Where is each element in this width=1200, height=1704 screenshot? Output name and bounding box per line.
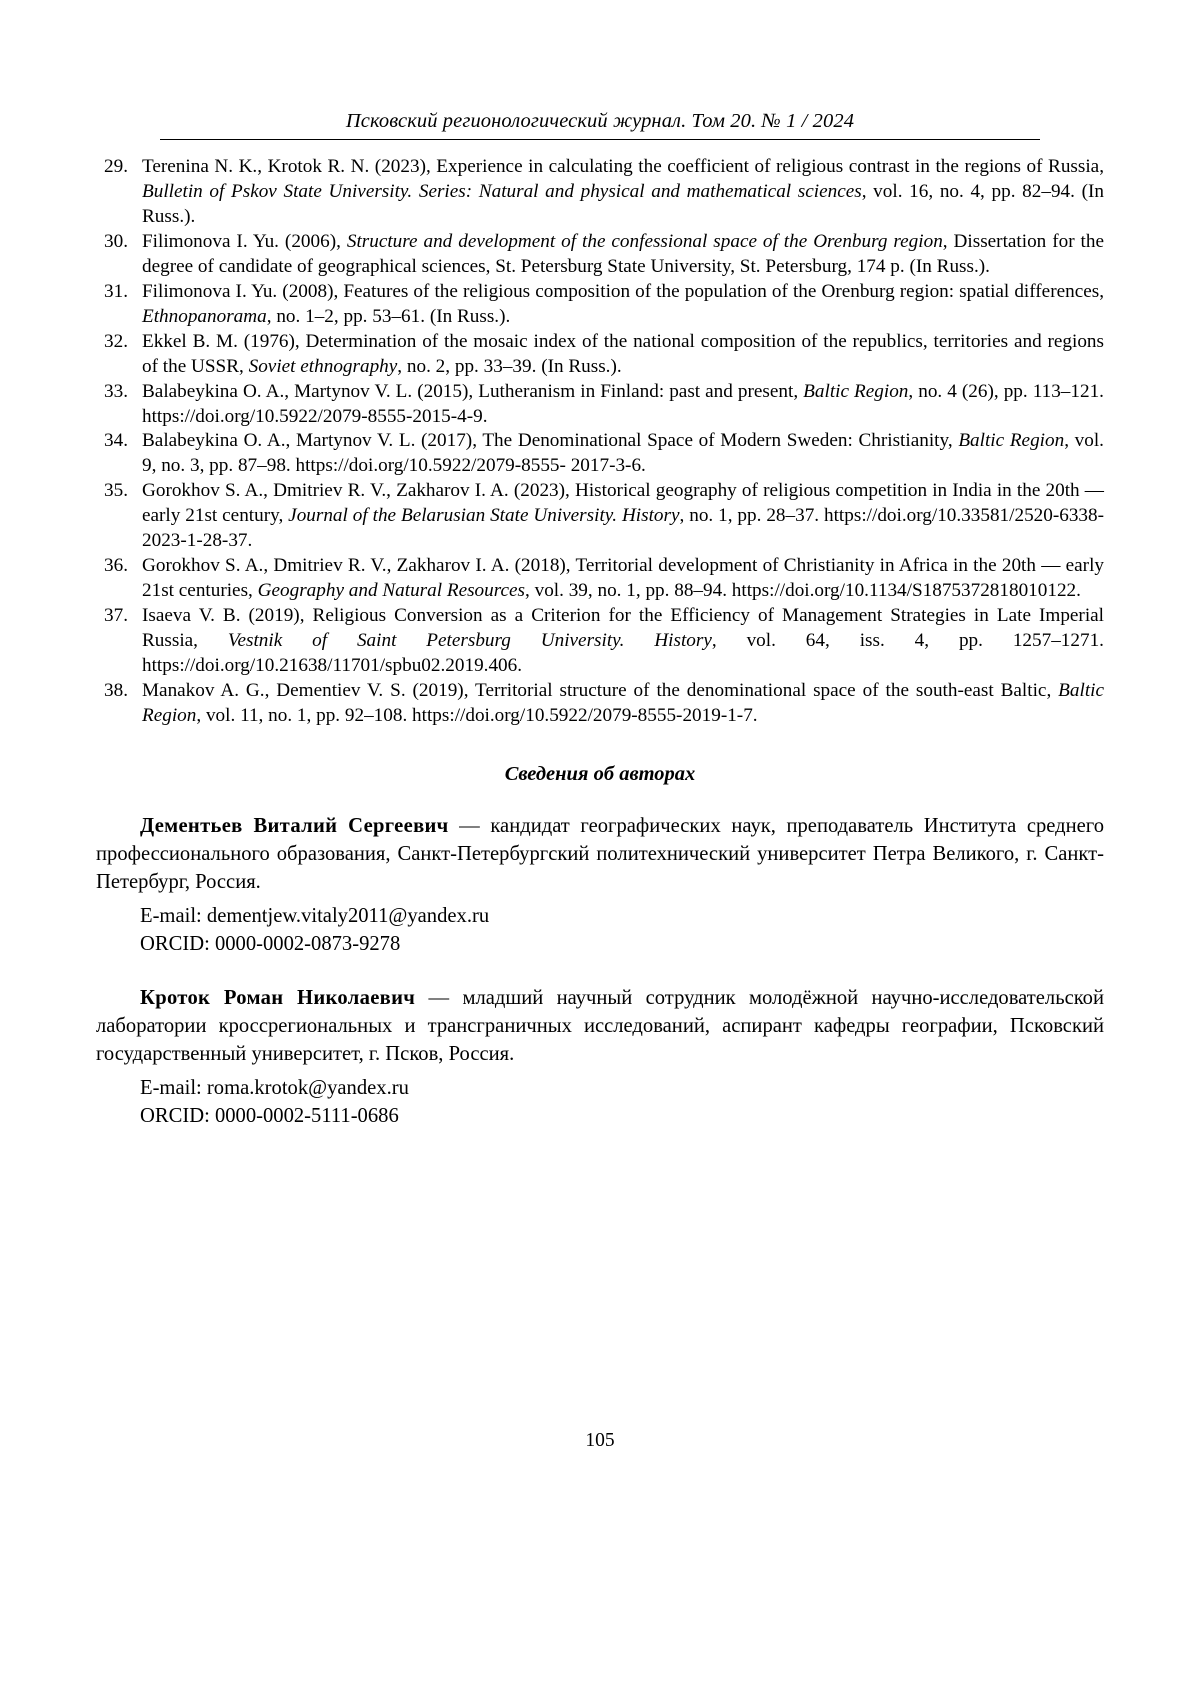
author-affiliation: — кандидат географических наук, преподаватель Института среднего профессионального образования, Санкт-Петербургский политехнический университет Петра Великого, г. Санкт-Петербург, Россия. xyxy=(96,814,1105,893)
reference-text: Balabeykina O. A., Martynov V. L. (2015), Lutheranism in Finland: past and present, Baltic Region, no. 4 (26), pp. 113–121. https://doi.org/10.5922/2079-8555-2015-4-9. xyxy=(142,380,1104,427)
reference-text: Manakov A. G., Dementiev V. S. (2019), Territorial structure of the denominational space of the south-east Baltic, Baltic Region, vol. 11, no. 1, pp. 92–108. https://doi.org/10.5922/2079-8555-2019-1-7. xyxy=(142,680,1104,726)
list-item xyxy=(96,330,1104,380)
reference-text: Balabeykina O. A., Martynov V. L. (2017), The Denominational Space of Modern Sweden: Christianity, Baltic Region, vol. 9, no. 3, pp. 87–98. https://doi.org/10.5922/2079-8555- 2017-3-6. xyxy=(142,430,1104,477)
author-email: E-mail: dementjew.vitaly2011@yandex.ru xyxy=(140,904,490,927)
authors-section-heading: Сведения об авторах xyxy=(504,762,696,785)
list-item xyxy=(96,554,1104,604)
author-name: Дементьев Виталий Сергеевич xyxy=(140,814,449,837)
list-item xyxy=(96,679,1104,729)
reference-text: Ekkel B. M. (1976), Determination of the mosaic index of the national composition of the republics, territories and regions of the USSR, Soviet ethnography, no. 2, pp. 33–39. (In Russ.). xyxy=(142,330,1104,377)
reference-text: Filimonova I. Yu. (2006), Structure and development of the confessional space of the Orenburg region, Dissertation for the degree of candidate of geographical sciences, St. Petersburg State University, St. Petersburg, 174 p. (In Russ.). xyxy=(142,230,1104,277)
author-orcid: ORCID: 0000-0002-5111-0686 xyxy=(140,1104,399,1127)
list-item xyxy=(96,479,1104,554)
reference-number: 30. xyxy=(104,230,128,252)
author-description xyxy=(96,812,1104,896)
reference-number: 35. xyxy=(104,480,128,502)
author-entry xyxy=(96,984,1104,1068)
reference-text: Terenina N. K., Krotok R. N. (2023), Experience in calculating the coefficient of religious contrast in the regions of Russia, Bulletin of Pskov State University. Series: Natural and physical and mathematical sciences, vol. 16, no. 4, pp. 82–94. (In Russ.). xyxy=(142,156,1104,227)
reference-number: 32. xyxy=(104,330,128,352)
author-orcid: ORCID: 0000-0002-0873-9278 xyxy=(140,932,401,955)
author-email: E-mail: roma.krotok@yandex.ru xyxy=(140,1076,409,1099)
reference-text: Gorokhov S. A., Dmitriev R. V., Zakharov I. A. (2023), Historical geography of religious competition in India in the 20th — early 21st century, Journal of the Belarusian State University. History, no. 1, pp. 28–37. https://doi.org/10.33581/2520-6338-2023-1-28-37. xyxy=(142,480,1105,552)
reference-number: 31. xyxy=(104,280,128,302)
reference-list xyxy=(96,155,1104,729)
author-affiliation: — младший научный сотрудник молодёжной научно-исследовательской лаборатории кроссрегиональных и трансграничных исследований, аспирант кафедры географии, Псковский государственный университет, г. Псков, Россия. xyxy=(96,986,1104,1065)
reference-number: 29. xyxy=(104,156,128,177)
reference-text: Gorokhov S. A., Dmitriev R. V., Zakharov I. A. (2018), Territorial development of Christianity in Africa in the 20th — early 21st centuries, Geography and Natural Resources, vol. 39, no. 1, pp. 88–94. https://doi.org/10.1134/S1875372818010122. xyxy=(142,555,1104,602)
page-number: 105 xyxy=(585,1430,615,1451)
reference-number: 38. xyxy=(104,680,128,702)
reference-number: 34. xyxy=(104,430,128,452)
reference-number: 37. xyxy=(104,605,128,627)
list-item xyxy=(96,429,1104,479)
running-head: Псковский регионологический журнал. Том 20. № 1 / 2024 xyxy=(160,110,1040,140)
spacer xyxy=(96,958,1104,984)
author-entry xyxy=(96,812,1104,896)
author-name: Кроток Роман Николаевич xyxy=(140,986,416,1009)
reference-text: Filimonova I. Yu. (2008), Features of the religious composition of the population of the Orenburg region: spatial differences, Ethnopanorama, no. 1–2, pp. 53–61. (In Russ.). xyxy=(142,280,1104,327)
list-item xyxy=(96,280,1104,330)
list-item xyxy=(96,230,1104,280)
reference-number: 33. xyxy=(104,380,128,402)
page-content xyxy=(96,110,1104,1130)
list-item xyxy=(96,604,1104,679)
reference-text: Isaeva V. B. (2019), Religious Conversion as a Criterion for the Efficiency of Management Strategies in Late Imperial Russia, Vestnik of Saint Petersburg University. History, vol. 64, iss. 4, pp. 1257–1271. https://doi.org/10.21638/11701/spbu02.2019.406. xyxy=(142,605,1104,677)
list-item xyxy=(96,380,1104,430)
author-description xyxy=(96,984,1104,1068)
reference-number: 36. xyxy=(104,555,128,577)
list-item xyxy=(96,155,1104,230)
